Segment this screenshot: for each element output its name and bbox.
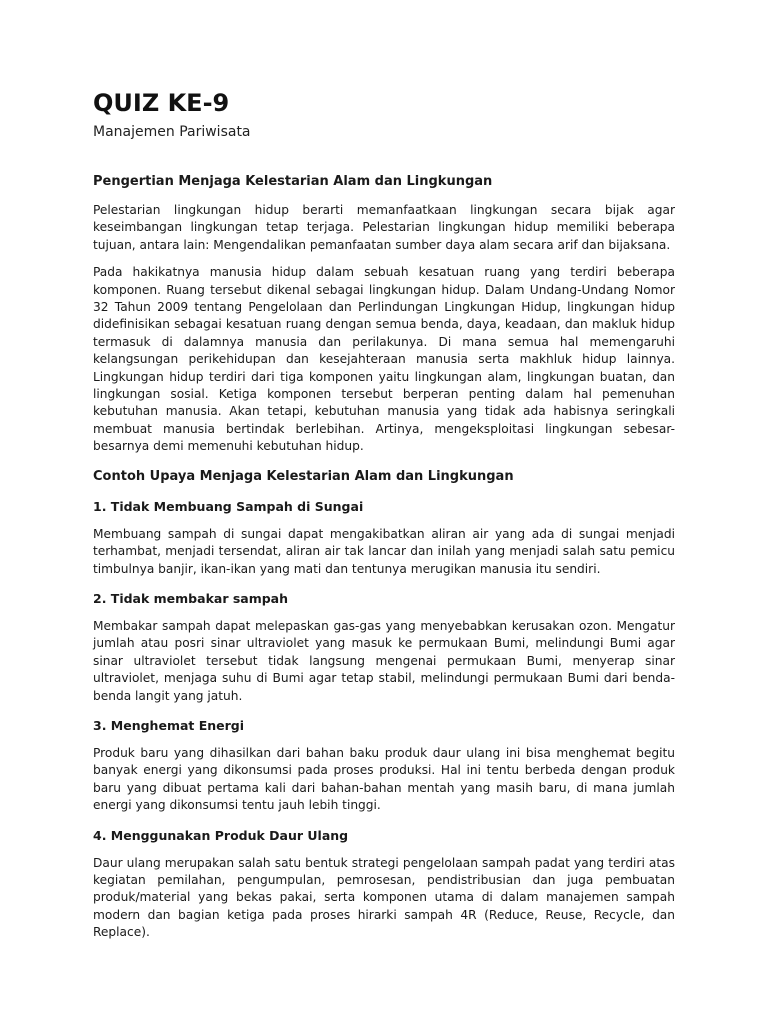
item-heading-daur-ulang: 4. Menggunakan Produk Daur Ulang <box>93 827 349 843</box>
item-text-membakar-sampah: Membakar sampah dapat melepaskan gas-gas yang menyebabkan kerusakan ozon. Mengatur jumlah atau posri sinar ultraviolet yang masuk ke permukaan Bumi, melindungi Bumi agar sinar ultraviolet tersebut tidak langsung mengenai permukaan Bumi, menyerap sinar ultraviolet, menjaga suhu di Bumi agar tetap stabil, melindungi permukaan Bumi dari benda- benda langit yang jatuh. <box>93 618 675 703</box>
section-heading-contoh-upaya: Contoh Upaya Menjaga Kelestarian Alam dan Lingkungan <box>93 468 514 484</box>
document-subtitle: Manajemen Pariwisata <box>93 124 251 140</box>
document-page <box>93 86 675 942</box>
item-heading-sampah-sungai: 1. Tidak Membuang Sampah di Sungai <box>93 498 364 514</box>
item-heading-menghemat-energi: 3. Menghemat Energi <box>93 717 245 733</box>
document-title: QUIZ KE-9 <box>93 89 230 117</box>
item-heading-membakar-sampah: 2. Tidak membakar sampah <box>93 590 289 606</box>
item-text-daur-ulang: Daur ulang merupakan salah satu bentuk strategi pengelolaan sampah padat yang terdiri atas kegiatan pemilahan, pengumpulan, pemrosesan, pendistribusian dan juga pembuatan produk/material yang bekas pakai, serta komponen utama di dalam manajemen sampah modern dan bagian ketiga pada proses hirarki sampah 4R (Reduce, Reuse, Recycle, dan Replace). <box>93 855 675 940</box>
item-text-sampah-sungai: Membuang sampah di sungai dapat mengakibatkan aliran air yang ada di sungai menjadi terhambat, menjadi tersendat, aliran air tak lancar dan inilah yang menjadi salah satu pemicu timbulnya banjir, ikan-ikan yang mati dan tentunya merugikan manusia itu sendiri. <box>93 526 675 576</box>
paragraph-pelestarian: Pelestarian lingkungan hidup berarti memanfaatkaan lingkungan secara bijak agar keseimbangan lingkungan tetap terjaga. Pelestarian lingkungan hidup memiliki beberapa tujuan, antara lain: Mengendalikan pemanfaatan sumber daya alam secara arif dan bijaksana. <box>93 203 675 252</box>
paragraph-hakikat: Pada hakikatnya manusia hidup dalam sebuah kesatuan ruang yang terdiri beberapa komponen. Ruang tersebut dikenal sebagai lingkungan hidup. Dalam Undang-Undang Nomor 32 Tahun 2009 tentang Pengelolaan dan Perlindungan Lingkungan Hidup, lingkungan hidup didefinisikan sebagai kesatuan ruang dengan semua benda, daya, keadaan, dan makluk hidup termasuk di dalamnya manusia dan perilakunya. Di mana semua hal memengaruhi kelangsungan perikehidupan dan kesejahteraan manusia serta makhluk hidup lainnya. Lingkungan hidup terdiri dari tiga komponen yaitu lingkungan alam, lingkungan buatan, dan lingkungan sosial. Ketiga komponen tersebut berperan penting dalam hal pemenuhan kebutuhan manusia. Akan tetapi, kebutuhan manusia yang tidak ada habisnya seringkali membuat manusia bertindak berlebihan. Artinya, mengeksploitasi lingkungan sebesar-besarnya demi memenuhi kebutuhan hidup. <box>93 265 675 454</box>
item-text-menghemat-energi: Produk baru yang dihasilkan dari bahan baku produk daur ulang ini bisa menghemat begitu banyak energi yang dikonsumsi pada proses produksi. Hal ini tentu berbeda dengan produk baru yang dibuat pertama kali dari bahan-bahan mentah yang masih baru, di mana jumlah energi yang dikonsumsi tentu jauh lebih tinggi. <box>93 745 675 813</box>
section-heading-pengertian: Pengertian Menjaga Kelestarian Alam dan Lingkungan <box>93 174 493 189</box>
